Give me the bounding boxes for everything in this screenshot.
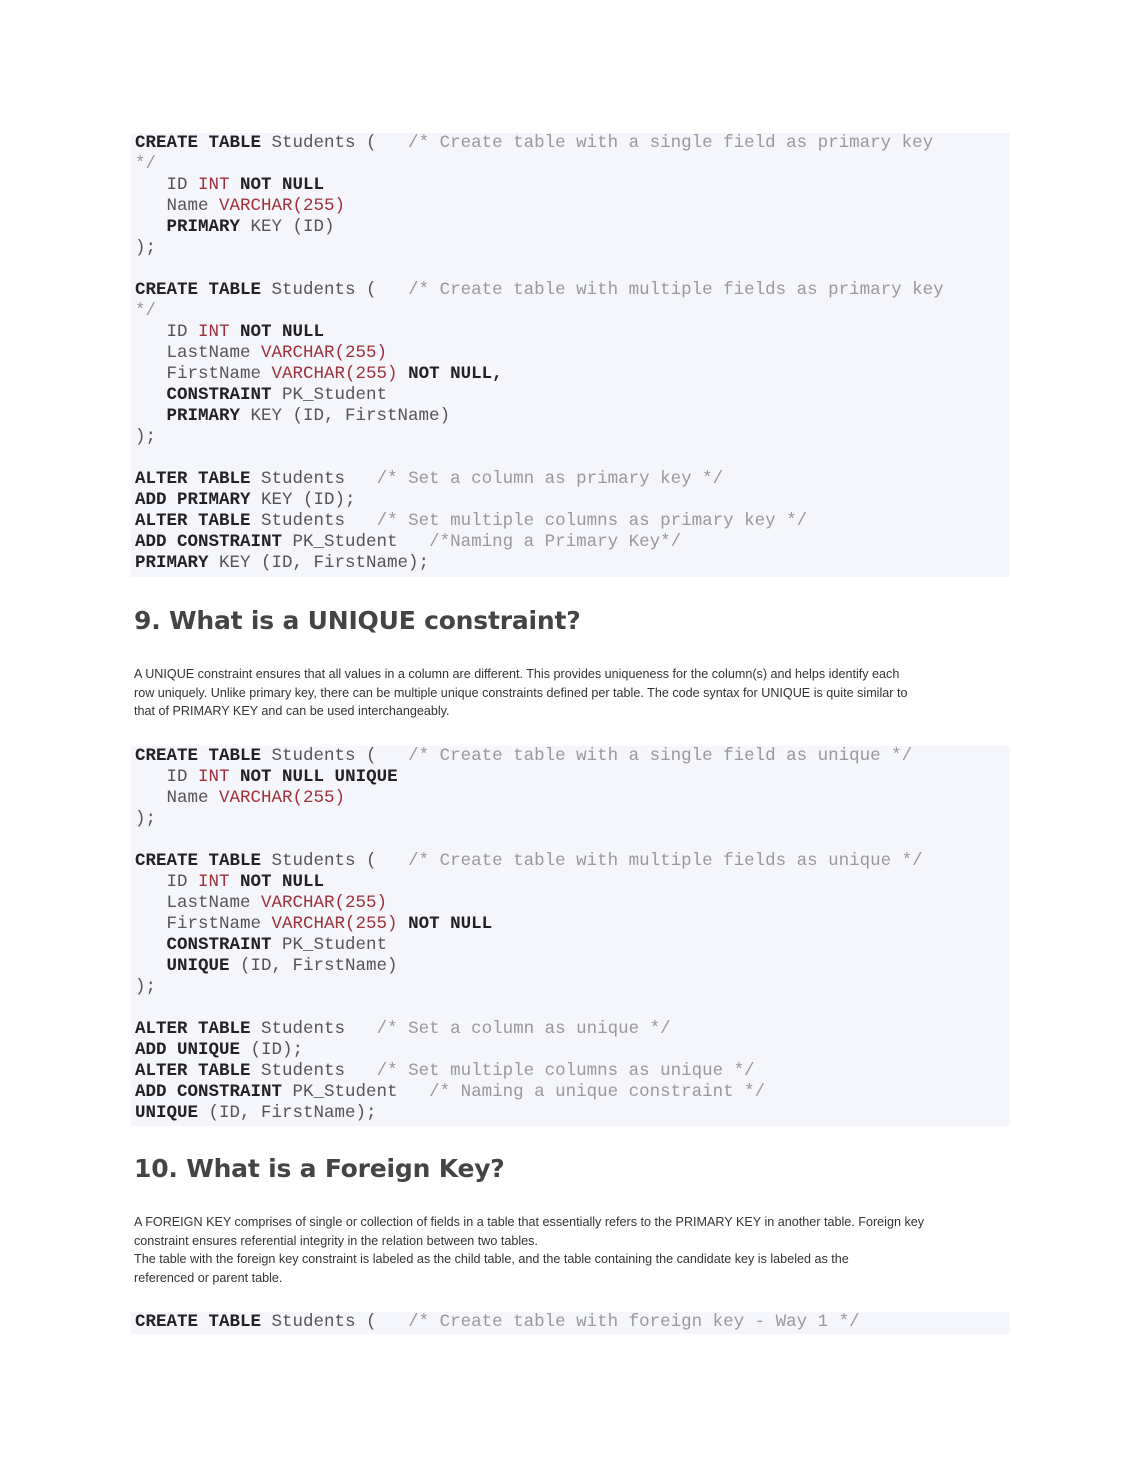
code-token: KEY (ID) xyxy=(240,217,335,237)
code-token: CONSTRAINT xyxy=(166,385,272,405)
code-token: /* Set multiple columns as primary key */ xyxy=(376,511,808,531)
code-token xyxy=(398,364,409,384)
code-token: NOT NULL xyxy=(240,872,325,892)
code-line xyxy=(135,1103,1010,1124)
code-line xyxy=(135,343,1010,364)
code-token: CREATE TABLE xyxy=(135,280,262,300)
code-line xyxy=(135,830,1010,851)
code-token xyxy=(398,914,409,934)
code-token: Name xyxy=(135,196,220,216)
code-token: ); xyxy=(135,238,157,258)
code-line xyxy=(135,998,1010,1019)
code-token: Students xyxy=(250,1061,377,1081)
code-line xyxy=(135,872,1010,893)
section-heading-foreign-key: 10. What is a Foreign Key? xyxy=(134,1154,505,1183)
code-token: ADD CONSTRAINT xyxy=(135,532,283,552)
code-token xyxy=(230,322,241,342)
code-token: ); xyxy=(135,809,157,829)
code-token: /* Create table with multiple fields as unique */ xyxy=(408,851,923,871)
code-line xyxy=(135,238,1010,259)
code-line xyxy=(135,511,1010,532)
code-line xyxy=(135,532,1010,553)
code-token: INT xyxy=(198,322,230,342)
code-line xyxy=(135,427,1010,448)
code-token xyxy=(135,385,167,405)
code-token: CREATE TABLE xyxy=(135,746,262,766)
code-token: VARCHAR(255) xyxy=(219,196,346,216)
code-line xyxy=(135,914,1010,935)
code-token: Students ( xyxy=(261,746,409,766)
code-token: PK_Student xyxy=(282,1082,430,1102)
code-line xyxy=(135,1312,1010,1333)
code-line xyxy=(135,977,1010,998)
code-token: PK_Student xyxy=(282,532,430,552)
code-token: ALTER TABLE xyxy=(135,1061,251,1081)
code-line xyxy=(135,259,1010,280)
code-token: /* Create table with foreign key - Way 1 */ xyxy=(408,1312,860,1332)
code-token: LastName xyxy=(135,343,262,363)
paragraph-foreign-key xyxy=(134,1213,1014,1288)
code-token: ID xyxy=(135,322,199,342)
code-token: UNIQUE xyxy=(135,1103,199,1123)
code-token: Name xyxy=(135,788,220,808)
code-token xyxy=(230,767,241,787)
code-token: Students ( xyxy=(261,133,409,153)
paragraph-line: that of PRIMARY KEY and can be used interchangeably. xyxy=(134,704,450,719)
code-line xyxy=(135,406,1010,427)
code-block-foreign-key xyxy=(131,1312,1010,1334)
code-line xyxy=(135,809,1010,830)
code-token: Students xyxy=(250,469,377,489)
code-line xyxy=(135,154,1010,175)
code-token: /* Create table with a single field as primary key xyxy=(408,133,934,153)
code-line xyxy=(135,175,1010,196)
paragraph-line: The table with the foreign key constraint is labeled as the child table, and the table containing the candidate key is labeled as the xyxy=(134,1252,849,1267)
code-token: /* Create table with multiple fields as primary key xyxy=(408,280,944,300)
code-token: (ID, FirstName) xyxy=(229,956,398,976)
paragraph-line: A FOREIGN KEY comprises of single or collection of fields in a table that essentially refers to the PRIMARY KEY in another table. Foreign key xyxy=(134,1215,925,1229)
code-token: CREATE TABLE xyxy=(135,1312,262,1332)
code-token: /* Create table with a single field as unique */ xyxy=(408,746,913,766)
code-token: UNIQUE xyxy=(166,956,230,976)
code-token: */ xyxy=(135,301,157,321)
code-token: CREATE TABLE xyxy=(135,133,262,153)
code-token: PRIMARY xyxy=(166,217,241,237)
code-token: KEY (ID, FirstName); xyxy=(208,553,430,573)
code-token: ADD UNIQUE xyxy=(135,1040,241,1060)
code-token: VARCHAR(255) xyxy=(261,893,388,913)
code-line xyxy=(135,280,1010,301)
code-line xyxy=(135,133,1010,154)
code-token: VARCHAR(255) xyxy=(271,364,398,384)
code-line xyxy=(135,767,1010,788)
code-token: PRIMARY xyxy=(135,553,209,573)
code-token: (ID, FirstName); xyxy=(198,1103,377,1123)
code-token: NOT NULL xyxy=(240,322,325,342)
code-token: */ xyxy=(135,154,157,174)
code-token: VARCHAR(255) xyxy=(261,343,388,363)
code-token: /* Set multiple columns as unique */ xyxy=(376,1061,755,1081)
code-token: Students ( xyxy=(261,851,409,871)
code-token: /* Naming a unique constraint */ xyxy=(429,1082,766,1102)
code-token: FirstName xyxy=(135,914,272,934)
code-token: ); xyxy=(135,977,157,997)
code-line xyxy=(135,1061,1010,1082)
code-token: Students ( xyxy=(261,1312,409,1332)
code-line xyxy=(135,956,1010,977)
code-line xyxy=(135,217,1010,238)
code-token: ADD PRIMARY xyxy=(135,490,251,510)
code-line xyxy=(135,553,1010,574)
code-token: NOT NULL xyxy=(408,914,493,934)
code-token: VARCHAR(255) xyxy=(271,914,398,934)
code-token: ID xyxy=(135,767,199,787)
code-token xyxy=(135,406,167,426)
paragraph-line: row uniquely. Unlike primary key, there can be multiple unique constraints defined per table. The code syntax for UNIQUE is quite similar to xyxy=(134,685,908,700)
code-line xyxy=(135,385,1010,406)
code-line xyxy=(135,490,1010,511)
code-token: NOT NULL, xyxy=(408,364,503,384)
code-line xyxy=(135,469,1010,490)
code-line xyxy=(135,851,1010,872)
code-line xyxy=(135,1019,1010,1040)
paragraph-line: A UNIQUE constraint ensures that all values in a column are different. This provides uniqueness for the column(s) and helps identify each xyxy=(134,667,900,681)
code-line xyxy=(135,935,1010,956)
code-token: ID xyxy=(135,175,199,195)
code-token: Students xyxy=(250,1019,377,1039)
code-token: PRIMARY xyxy=(166,406,241,426)
code-token xyxy=(135,217,167,237)
code-line xyxy=(135,364,1010,385)
paragraph-line: constraint ensures referential integrity in the relation between two tables. xyxy=(134,1233,538,1248)
code-line xyxy=(135,448,1010,469)
code-token: /*Naming a Primary Key*/ xyxy=(429,532,682,552)
code-token: CONSTRAINT xyxy=(166,935,272,955)
code-token: ALTER TABLE xyxy=(135,1019,251,1039)
code-token: Students xyxy=(250,511,377,531)
code-token: VARCHAR(255) xyxy=(219,788,346,808)
code-token: INT xyxy=(198,872,230,892)
code-token: /* Set a column as unique */ xyxy=(376,1019,671,1039)
code-token xyxy=(230,175,241,195)
code-line xyxy=(135,1040,1010,1061)
code-token: INT xyxy=(198,175,230,195)
paragraph-unique xyxy=(134,665,1014,721)
section-heading-unique: 9. What is a UNIQUE constraint? xyxy=(134,606,581,635)
code-line xyxy=(135,788,1010,809)
code-line xyxy=(135,893,1010,914)
code-token xyxy=(135,935,167,955)
code-block-primary-key xyxy=(131,133,1010,577)
code-token: ADD CONSTRAINT xyxy=(135,1082,283,1102)
code-token: KEY (ID, FirstName) xyxy=(240,406,451,426)
code-token: CREATE TABLE xyxy=(135,851,262,871)
code-token: ALTER TABLE xyxy=(135,469,251,489)
code-token: PK_Student xyxy=(271,935,388,955)
code-token: ID xyxy=(135,872,199,892)
code-token xyxy=(230,872,241,892)
code-line xyxy=(135,1082,1010,1103)
code-line xyxy=(135,196,1010,217)
code-token: ALTER TABLE xyxy=(135,511,251,531)
code-token: Students ( xyxy=(261,280,409,300)
code-token: FirstName xyxy=(135,364,272,384)
paragraph-line: referenced or parent table. xyxy=(134,1271,283,1286)
code-token: (ID); xyxy=(240,1040,304,1060)
code-token: INT xyxy=(198,767,230,787)
code-line xyxy=(135,301,1010,322)
code-token xyxy=(135,956,167,976)
code-line xyxy=(135,322,1010,343)
code-token: PK_Student xyxy=(271,385,388,405)
code-token: NOT NULL UNIQUE xyxy=(240,767,398,787)
code-token: LastName xyxy=(135,893,262,913)
code-token: NOT NULL xyxy=(240,175,325,195)
code-line xyxy=(135,746,1010,767)
code-token: KEY (ID); xyxy=(250,490,356,510)
code-token: /* Set a column as primary key */ xyxy=(376,469,724,489)
code-block-unique xyxy=(131,746,1010,1126)
code-token: ); xyxy=(135,427,157,447)
